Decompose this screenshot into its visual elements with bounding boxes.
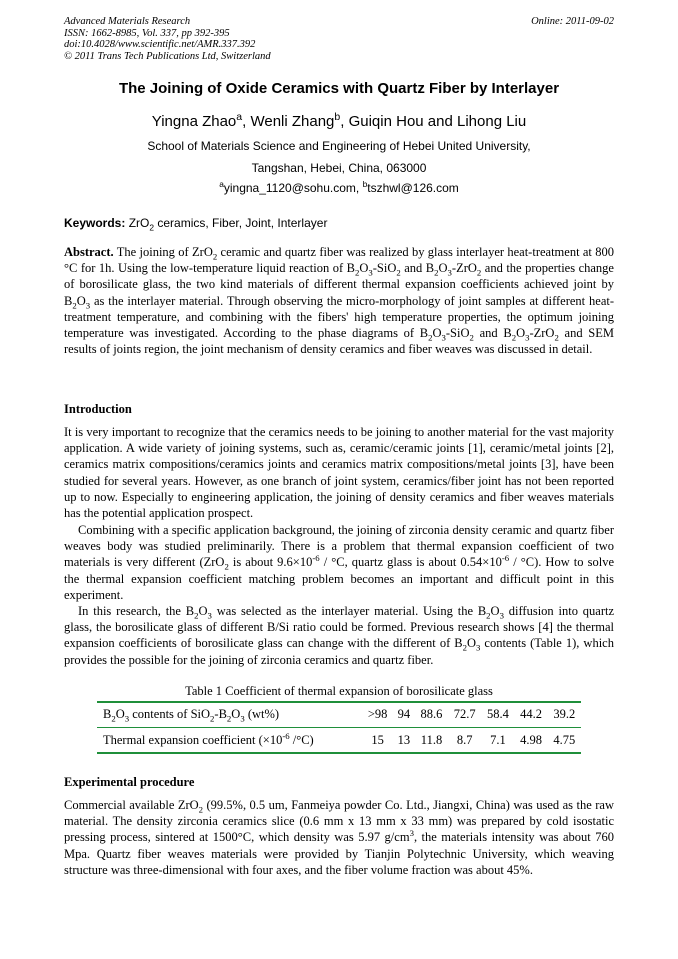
affiliation-line-2: Tangshan, Hebei, China, 063000 <box>251 161 427 175</box>
table-row-label: $B_2O_3$ contents of $SiO_2-B_2O_3$ (wt%) <box>103 706 280 723</box>
email-a[interactable]: yingna_1120@sohu.com <box>223 181 356 195</box>
table-cell: 72.7 <box>453 706 476 721</box>
table-cell: 8.7 <box>456 732 473 747</box>
table-1 <box>97 701 581 753</box>
paper-title: The Joining of Oxide Ceramics with Quartz Fiber by Interlayer <box>118 80 560 97</box>
email-line: $^a$yingna_1120@sohu.com, $^b$tszhwl@126.com <box>219 179 459 195</box>
journal-header <box>64 16 271 62</box>
table-cell: 88.6 <box>420 706 443 721</box>
experimental-paragraph-1: Commercial available ZrO$_2$ (99.5%, 0.5 um, Fanmeiya powder Co. Ltd., Jiangxi, China) was used as the raw material. The density zirconia ceramics slice (0.6 mm x 13 mm x 33 mm) was prepared by cold isostatic pressing process, sintered at 1500°C, which density was 5.97 $g/cm^3$, the materials intensity was about 760 Mpa. Quartz fiber weaves materials were provided by Tianjin Polytechnic University, which weaving structure was three-dimensional with four axes, and the fiber volume fraction was about 45%. <box>64 798 614 877</box>
table-cell: >98 <box>367 706 388 721</box>
doi-line: doi:10.4028/www.scientific.net/AMR.337.392 <box>64 39 256 50</box>
email-a-mark: a <box>219 179 224 189</box>
author-1-mark: a <box>236 111 243 123</box>
email-b-mark: b <box>362 179 368 189</box>
issn-line: ISSN: 1662-8985, Vol. 337, pp 392-395 <box>64 27 230 39</box>
table-cell: 13 <box>397 732 411 747</box>
journal-name: Advanced Materials Research <box>64 16 191 27</box>
online-date: Online: 2011-09-02 <box>531 16 614 27</box>
table-row <box>97 701 581 727</box>
table-cell: 58.4 <box>486 706 509 721</box>
affiliation-line-1: School of Materials Science and Engineering of Hebei United University, <box>147 139 531 153</box>
table-cell: 4.98 <box>520 732 543 747</box>
author-2: Wenli Zhang <box>250 113 335 130</box>
abstract-label: Abstract. <box>64 245 114 259</box>
table-cell: 44.2 <box>520 706 543 721</box>
abstract-text: The joining of ZrO$_2$ ceramic and quartz fiber was realized by glass interlayer heat-treatment at 800 °C for 1h. Using the low-temperature liquid reaction of $B_2O_3-SiO_2$ and $B_2O_3-ZrO_2$ and the properties change of borosilicate glass, the two kind materials of different thermal expansion coefficients achieved joint by $B_2O_3$ as the interlayer material. Through observing the micro-morphology of joint samples at different heat-treatment temperature, and combining with the fibers' high temperature properties, the optimum joining temperature was investigated. According to the phase diagrams of $B_2O_3-SiO_2$ and $B_2O_3-ZrO_2$ and SEM results of joints region, the joint mechanism of density ceramics and fiber weaves was discussed in detail. <box>64 245 615 357</box>
author-rest: Guiqin Hou and Lihong Liu <box>348 113 527 130</box>
introduction-heading: Introduction <box>64 402 132 416</box>
intro-paragraph-2: Combining with a specific application background, the joining of zirconia density ceramic and quartz fiber weaves body was studied preliminarily. There is a problem that thermal expansion coefficient of two materials is very different (ZrO$_2$ is about $9.6\times 10^{-6} / ^\circ C$, quartz glass is about $0.54\times 10^{-6} / ^\circ C$). How to solve the thermal expansion coefficient matching problem becomes an important and difficult point in this experiment. <box>64 523 614 602</box>
intro-paragraph-3: In this research, the $B_2O_3$ was selected as the interlayer material. Using the $B_2O_3$ diffusion into quartz glass, the borosilicate glass of different B/Si ratio could be formed. Previous research shows [4] the thermal expansion coefficients of borosilicate glass can change with the different of $B_2O_3$ contents (Table 1), which provides the possible for the joining of zirconia ceramics and quartz fiber. <box>64 604 614 667</box>
abstract <box>64 244 614 357</box>
table-cell: 11.8 <box>420 732 443 747</box>
author-1: Yingna Zhao <box>151 113 237 130</box>
table-1-caption: Table 1 Coefficient of thermal expansion of borosilicate glass <box>185 684 493 698</box>
author-2-mark: b <box>334 111 341 123</box>
keywords-text: ZrO$_2$ ceramics, Fiber, Joint, Interlayer <box>128 216 328 233</box>
intro-paragraph-1: It is very important to recognize that the ceramics needs to be joining to another material for the vast majority application. A wide variety of joining systems, such as, ceramic/ceramic joints [1], ceramic/metal joints [2], ceramics matrix compositions/ceramics joints and ceramics matrix compositions/metal joints [3], have been studied for several years. However, as one branch of joint system, ceramics/fiber joint has not been reported up to now. Especially to engineering application, the joining of density ceramics and fiber weaves materials has the potential application prospect. <box>64 425 614 521</box>
author-list: Yingna Zhao$^a$, Wenli Zhang$^b$, Guiqin Hou and Lihong Liu <box>151 111 527 130</box>
table-row <box>97 727 581 753</box>
keywords <box>64 216 328 233</box>
table-row-label: Thermal expansion coefficient ($\times 10^{-6}$ /°C) <box>103 730 314 747</box>
table-cell: 39.2 <box>553 706 576 721</box>
keywords-label: Keywords: <box>64 216 126 230</box>
table-cell: 94 <box>397 706 411 721</box>
email-b[interactable]: tszhwl@126.com <box>367 181 459 195</box>
table-cell: 4.75 <box>553 732 576 747</box>
table-cell: 7.1 <box>490 732 506 747</box>
experimental-heading: Experimental procedure <box>64 775 195 789</box>
table-cell: 15 <box>371 732 384 747</box>
copyright-line: © 2011 Trans Tech Publications Ltd, Switzerland <box>64 50 271 62</box>
